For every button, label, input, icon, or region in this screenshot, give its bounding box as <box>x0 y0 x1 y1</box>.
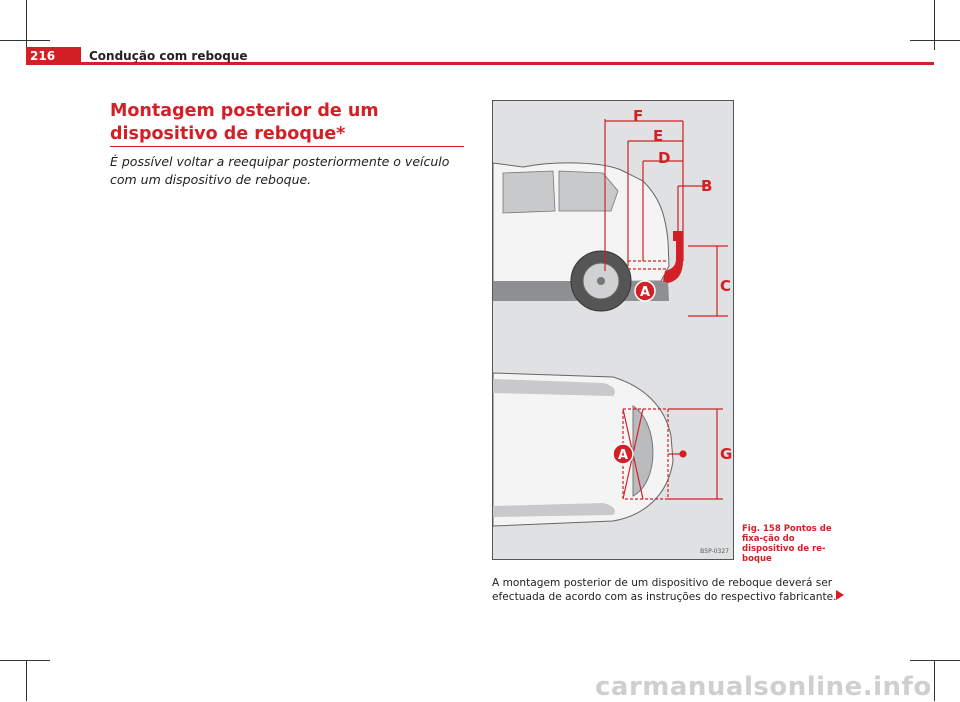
crop-mark <box>26 660 27 701</box>
continue-arrow-icon <box>836 590 844 600</box>
intro-text: É possível voltar a reequipar posteriormente o veículo com um dispositivo de reboque. <box>110 154 450 187</box>
running-header: Condução com reboque <box>89 49 248 63</box>
label-d: D <box>658 149 671 167</box>
page-number: 216 <box>30 49 56 63</box>
crop-mark <box>0 40 50 41</box>
crop-mark <box>910 40 960 41</box>
figure-caption: Fig. 158 Pontos de fixa-ção do dispositivo de re-boque <box>742 524 832 564</box>
label-a-side: A <box>639 285 651 300</box>
body-text: A montagem posterior de um dispositivo de reboque deverá ser efectuada de acordo com as instruções do respectivo fabricante. <box>492 577 837 603</box>
label-f: F <box>633 107 644 125</box>
tow-hitch-illustration <box>493 101 733 559</box>
section-title: Montagem posterior de um dispositivo de reboque* <box>110 101 379 144</box>
crop-mark <box>0 660 50 661</box>
crop-mark <box>26 0 27 50</box>
figure-code: B5P-0327 <box>700 548 729 555</box>
car-top-view <box>493 373 673 526</box>
label-c: C <box>720 277 732 295</box>
label-g: G <box>720 445 733 463</box>
crop-mark <box>910 660 960 661</box>
watermark: carmanualsonline.info <box>595 672 932 702</box>
label-a-top: A <box>617 448 629 463</box>
crop-mark <box>934 0 935 50</box>
crop-mark <box>934 660 935 701</box>
label-b: B <box>701 177 713 195</box>
tow-hitch-figure <box>492 100 734 560</box>
title-rule <box>110 146 464 147</box>
label-e: E <box>653 127 664 145</box>
